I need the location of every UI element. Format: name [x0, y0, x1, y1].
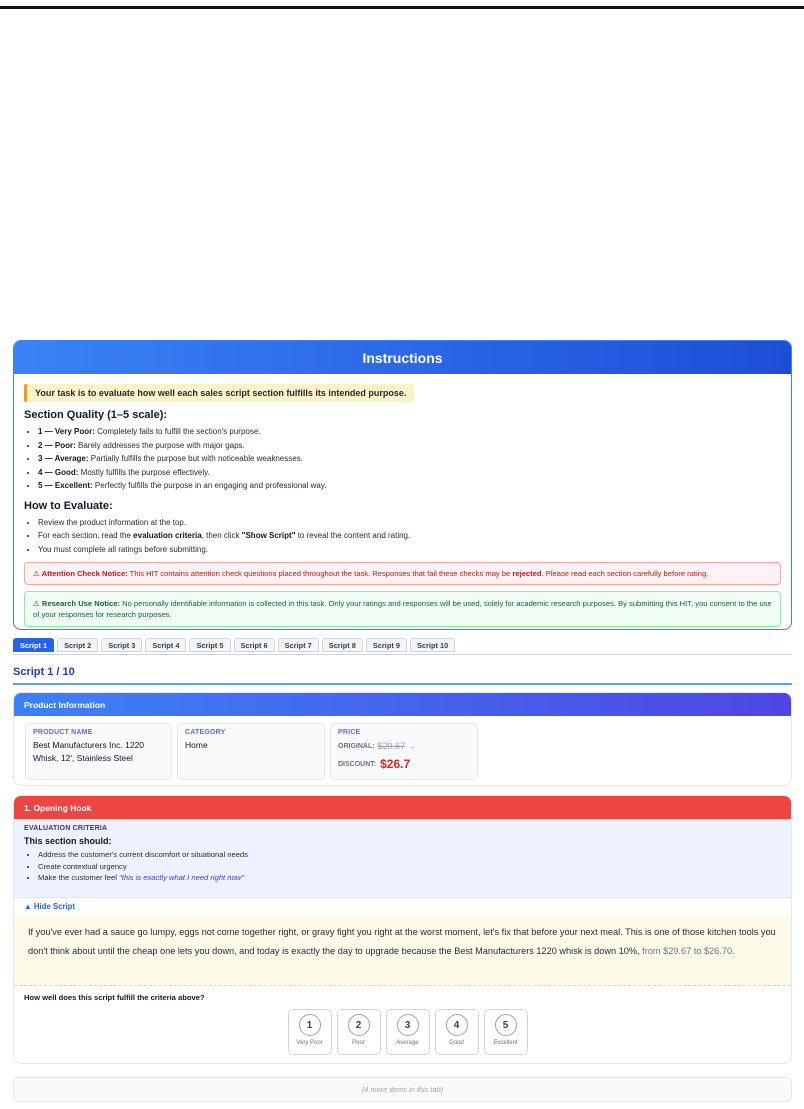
- list-item: • Create contextual urgency: [38, 861, 781, 873]
- tab-script-4[interactable]: Script 4: [145, 638, 186, 652]
- rating-label: Excellent: [493, 1040, 518, 1046]
- section-opening-hook: [13, 795, 792, 1064]
- list-item: • 4 — Good: Mostly fulfills the purpose effectively.: [38, 466, 781, 480]
- criteria-label: EVALUATION CRITERIA: [24, 825, 108, 832]
- discount-price: $26.7: [380, 757, 411, 771]
- criteria-title: This section should:: [24, 836, 112, 846]
- rating-button-3[interactable]: [386, 1009, 430, 1055]
- list-item: • 3 — Average: Partially fulfills the purpose but with noticeable weaknesses.: [38, 452, 781, 466]
- title-underline: [13, 683, 792, 685]
- task-callout: Your task is to evaluate how well each sales script section fulfills its intended purpose.: [24, 384, 414, 402]
- attention-check-notice: ⚠ Attention Check Notice: This HIT contains attention check questions placed throughout the task. Responses that fail these checks may be rejected. Please read each section carefully before rating.: [24, 562, 781, 585]
- price-box: [330, 723, 478, 780]
- product-name-box: [25, 723, 172, 780]
- list-item: • Address the customer's current discomfort or situational needs: [38, 849, 781, 861]
- evaluation-criteria: [14, 819, 791, 898]
- rating-number: 2: [348, 1014, 370, 1036]
- original-label: ORIGINAL:: [338, 742, 375, 750]
- product-name-value: Best Manufacturers Inc. 1220 Whisk, 12', Stainless Steel: [33, 740, 145, 763]
- price-label: PRICE: [338, 729, 361, 736]
- rating-area: [14, 986, 791, 1062]
- tab-script-2[interactable]: Script 2: [57, 638, 98, 652]
- rating-number: 3: [397, 1014, 419, 1036]
- tab-script-3[interactable]: Script 3: [101, 638, 142, 652]
- rating-button-2[interactable]: [337, 1009, 381, 1055]
- rating-label: Poor: [352, 1040, 365, 1046]
- rating-button-4[interactable]: [435, 1009, 479, 1055]
- rating-label: Very Poor: [296, 1040, 323, 1046]
- rating-number: 1: [299, 1014, 321, 1036]
- section-header: 1. Opening Hook: [14, 796, 791, 819]
- list-item: • Review the product information at the top.: [38, 516, 781, 530]
- product-info-header: Product Information: [14, 693, 791, 716]
- tab-script-1[interactable]: Script 1: [13, 638, 54, 652]
- tab-script-6[interactable]: Script 6: [234, 638, 275, 652]
- rating-button-5[interactable]: [484, 1009, 528, 1055]
- rating-label: Good: [449, 1040, 464, 1046]
- how-list: [24, 516, 781, 557]
- instructions-panel: [13, 340, 792, 630]
- rating-question: How well does this script fulfill the criteria above?: [24, 993, 205, 1002]
- rating-number: 5: [495, 1014, 517, 1036]
- rating-label: Average: [396, 1040, 419, 1046]
- list-item: • Make the customer feel "this is exactly what I need right now": [38, 872, 781, 884]
- how-heading: How to Evaluate:: [24, 499, 113, 512]
- script-text: If you've ever had a sauce go lumpy, eggs not come together right, or gravy fight you right at the worst moment, let's fix that before your next meal. This is one of those kitchen tools you don't think about until the cheap one lets you down, and today is exactly the day to upgrade because the Best Manufacturers 1220 whisk is down 10%, from $29.67 to $26.70.: [14, 915, 791, 986]
- list-item: • 1 — Very Poor: Completely fails to fulfill the section's purpose.: [38, 425, 781, 439]
- product-info-card: [13, 692, 792, 786]
- original-price: $29.67: [377, 741, 406, 751]
- list-item: • 5 — Excellent: Perfectly fulfills the purpose in an engaging and professional way.: [38, 479, 781, 493]
- tab-script-8[interactable]: Script 8: [322, 638, 363, 652]
- instructions-title: Instructions: [14, 341, 791, 374]
- list-item: • For each section, read the evaluation criteria, then click "Show Script" to reveal the content and rating.: [38, 529, 781, 543]
- rating-button-1[interactable]: [288, 1009, 332, 1055]
- research-label: ⚠ Research Use Notice:: [33, 599, 120, 608]
- script-tabs: [13, 638, 792, 655]
- category-box: [177, 723, 325, 780]
- arrow-right-icon: →: [408, 741, 417, 751]
- rating-number: 4: [446, 1014, 468, 1036]
- tab-script-9[interactable]: Script 9: [366, 638, 407, 652]
- list-item: • 2 — Poor: Barely addresses the purpose with major gaps.: [38, 439, 781, 453]
- quality-scale-list: [24, 425, 781, 493]
- discount-label: DISCOUNT:: [338, 760, 377, 768]
- tab-script-5[interactable]: Script 5: [189, 638, 230, 652]
- criteria-list: [24, 849, 781, 884]
- tab-script-7[interactable]: Script 7: [278, 638, 319, 652]
- tab-script-10[interactable]: Script 10: [410, 638, 455, 652]
- hide-script-button[interactable]: ▲ Hide Script: [14, 898, 791, 915]
- category-label: CATEGORY: [185, 729, 226, 736]
- top-border: [0, 6, 804, 9]
- product-name-label: PRODUCT NAME: [33, 729, 93, 736]
- research-use-notice: ⚠ Research Use Notice: No personally identifiable information is collected in this task. Only your ratings and responses will be used, solely for academic research purposes. By submitting this HIT, you consent to the use of your responses for research purposes.: [24, 591, 781, 627]
- more-items-indicator: (4 more items in this tab): [13, 1077, 792, 1102]
- rating-options: [34, 1009, 781, 1055]
- category-value: Home: [185, 740, 208, 750]
- attention-label: ⚠ Attention Check Notice:: [33, 569, 128, 578]
- script-title: Script 1 / 10: [13, 666, 75, 678]
- quality-heading: Section Quality (1–5 scale):: [24, 409, 168, 421]
- list-item: • You must complete all ratings before submitting.: [38, 543, 781, 557]
